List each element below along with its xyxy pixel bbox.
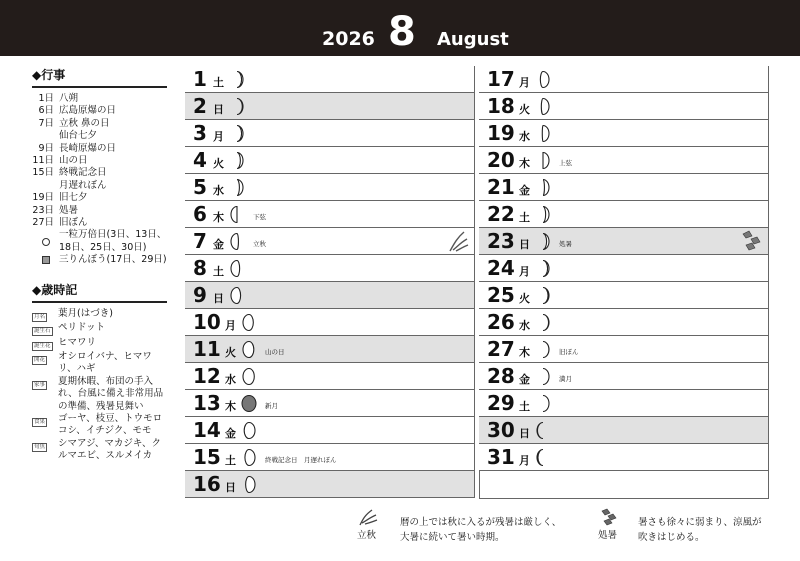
day-row (185, 282, 475, 309)
moon-phase-icon (241, 448, 257, 467)
weekday-label: 木 (213, 211, 224, 224)
day-note: 下弦 (253, 213, 266, 221)
risshu-desc-1: 暦の上では秋に入るが残暑は厳しく、 (400, 517, 562, 528)
kigo-title: ◆歳時記 (32, 281, 167, 303)
moon-phase-icon (229, 124, 245, 143)
day-row (479, 309, 769, 336)
day-row (185, 120, 475, 147)
event-text: 長崎原爆の日 (59, 142, 117, 154)
moon-phase-icon (229, 97, 245, 116)
moon-phase-icon (535, 286, 551, 305)
risshu-desc-2: 大暑に続いて暑い時期。 (400, 532, 505, 543)
events-list (32, 93, 167, 267)
day-number: 7 (193, 229, 207, 253)
weekday-label: 水 (213, 184, 224, 197)
day-number: 24 (487, 256, 515, 280)
weekday-label: 金 (225, 427, 236, 440)
weekday-label: 木 (225, 400, 236, 413)
day-row (185, 147, 475, 174)
day-number: 5 (193, 175, 207, 199)
moon-phase-icon (241, 394, 257, 413)
day-number: 4 (193, 148, 207, 172)
event-date: 6日 (38, 105, 54, 117)
day-column-right (479, 66, 769, 499)
kigo-tag (32, 351, 54, 376)
day-row (185, 309, 475, 336)
month-number: 8 (388, 9, 416, 55)
events-title: ◆行事 (32, 66, 167, 88)
day-row (185, 336, 475, 363)
kigo-row (32, 351, 167, 376)
day-note: 処暑 (559, 240, 572, 248)
kigo-text: ヒマワリ (58, 336, 97, 348)
day-number: 28 (487, 364, 515, 388)
day-number: 1 (193, 67, 207, 91)
day-number: 31 (487, 445, 515, 469)
event-row (32, 105, 167, 117)
event-text: 旧七夕 (59, 192, 88, 204)
day-number: 18 (487, 94, 515, 118)
event-row (32, 155, 167, 167)
kigo-row (32, 438, 167, 463)
moon-phase-icon (241, 367, 257, 386)
moon-phase-icon (229, 205, 245, 224)
sidebar (32, 66, 167, 463)
kigo-row (32, 308, 167, 322)
weekday-label: 月 (519, 265, 530, 278)
day-number: 21 (487, 175, 515, 199)
moon-phase-icon (229, 232, 245, 251)
day-number: 10 (193, 310, 221, 334)
moon-phase-icon (535, 124, 551, 143)
day-row (185, 174, 475, 201)
risshu-icon (446, 229, 470, 253)
day-note: 満月 (559, 375, 572, 383)
kigo-text: 夏期休暇、布団の手入れ、台風に備え非常用品の準備、残暑見舞い (58, 375, 164, 412)
square-mark-icon (32, 254, 59, 266)
event-date: 19日 (32, 192, 54, 204)
weekday-label: 金 (519, 184, 530, 197)
event-text: 八朔 (59, 93, 79, 104)
weekday-label: 金 (213, 238, 224, 251)
day-row (185, 255, 475, 282)
moon-phase-icon (229, 286, 245, 305)
event-date: 23日 (32, 204, 54, 216)
moon-phase-icon (535, 340, 551, 359)
event-date: 15日 (32, 167, 54, 179)
day-row (479, 255, 769, 282)
day-number: 22 (487, 202, 515, 226)
weekday-label: 土 (519, 400, 530, 413)
year-label: 2026 (322, 28, 375, 50)
event-row (32, 192, 167, 204)
day-row (185, 363, 475, 390)
moon-phase-icon (535, 97, 551, 116)
day-number: 26 (487, 310, 515, 334)
legend-row (32, 229, 167, 254)
kigo-text: シマアジ、マカジキ、クルマエビ、スルメイカ (58, 437, 161, 462)
day-row (479, 417, 769, 444)
kigo-tag (32, 438, 54, 463)
legend-symbol (42, 256, 50, 264)
shosho-desc-1: 暑さも徐々に弱まり、涼風が (638, 517, 762, 528)
day-row (479, 201, 769, 228)
legend-text: 三りんぼう(17日、29日) (59, 254, 167, 266)
moon-phase-icon (229, 178, 245, 197)
day-number: 19 (487, 121, 515, 145)
legend-symbol (42, 238, 50, 246)
kigo-text: オシロイバナ、ヒマワリ、ハギ (58, 350, 152, 375)
weekday-label: 水 (225, 373, 236, 386)
kigo-row (32, 376, 167, 413)
weekday-label: 土 (213, 265, 224, 278)
event-text: 終戦記念日 (59, 167, 107, 179)
moon-phase-icon (535, 178, 551, 197)
event-date (32, 180, 59, 192)
event-date: 11日 (32, 155, 54, 167)
weekday-label: 月 (519, 76, 530, 89)
moon-phase-icon (535, 205, 551, 224)
weekday-label: 水 (519, 319, 530, 332)
day-row (185, 417, 475, 444)
event-row (32, 167, 167, 179)
day-row (479, 147, 769, 174)
kigo-list (32, 308, 167, 463)
kigo-row (32, 322, 167, 336)
events-section (32, 66, 167, 267)
moon-phase-icon (535, 70, 551, 89)
kigo-text: ゴーヤ、枝豆、トウモロコシ、イチジク、モモ (58, 412, 163, 437)
event-date: 9日 (38, 142, 54, 154)
day-row (185, 390, 475, 417)
shosho-icon (598, 507, 620, 527)
event-date: 1日 (38, 93, 54, 104)
weekday-label: 水 (519, 130, 530, 143)
moon-phase-icon (535, 421, 551, 440)
event-text: 立秋 鼻の日 (59, 117, 110, 129)
day-number: 17 (487, 67, 515, 91)
day-number: 29 (487, 391, 515, 415)
moon-phase-icon (241, 421, 257, 440)
weekday-label: 火 (519, 103, 530, 116)
day-note: 山の日 (265, 348, 285, 356)
event-row (32, 180, 167, 192)
moon-phase-icon (241, 340, 257, 359)
day-note: 立秋 (253, 240, 266, 248)
moon-phase-icon (535, 367, 551, 386)
weekday-label: 土 (225, 454, 236, 467)
kigo-tag-label: 開花 (34, 356, 46, 363)
kigo-tag (32, 376, 54, 413)
weekday-label: 火 (225, 346, 236, 359)
event-row (32, 217, 167, 229)
weekday-label: 火 (519, 292, 530, 305)
event-row (32, 118, 167, 130)
day-number: 30 (487, 418, 515, 442)
kigo-tag-label: 月名 (34, 313, 46, 320)
moon-phase-icon (229, 259, 245, 278)
shosho-icon (740, 229, 764, 253)
weekday-label: 日 (519, 238, 530, 251)
kigo-tag-label: 家事 (34, 381, 46, 388)
day-number: 16 (193, 472, 221, 496)
month-name: August (437, 29, 509, 50)
weekday-label: 日 (213, 292, 224, 305)
day-row (185, 228, 475, 255)
kigo-tag (32, 413, 54, 438)
day-number: 23 (487, 229, 515, 253)
weekday-label: 月 (225, 319, 236, 332)
day-row (479, 282, 769, 309)
moon-phase-icon (535, 151, 551, 170)
day-row (479, 120, 769, 147)
event-row (32, 143, 167, 155)
day-number: 11 (193, 337, 221, 361)
day-row (479, 66, 769, 93)
day-note: 旧ぼん (559, 348, 579, 356)
day-number: 15 (193, 445, 221, 469)
day-number: 2 (193, 94, 207, 118)
moon-phase-icon (535, 259, 551, 278)
kigo-tag-label: 食果 (34, 418, 46, 425)
day-number: 25 (487, 283, 515, 307)
moon-phase-icon (229, 70, 245, 89)
kigo-row (32, 413, 167, 438)
day-number: 12 (193, 364, 221, 388)
day-row (479, 93, 769, 120)
day-row (479, 363, 769, 390)
weekday-label: 土 (213, 76, 224, 89)
event-text: 山の日 (59, 155, 88, 167)
day-note: 上弦 (559, 159, 572, 167)
weekday-label: 月 (213, 130, 224, 143)
kigo-tag-label: 誕生花 (34, 342, 51, 349)
day-row (185, 66, 475, 93)
weekday-label: 日 (225, 481, 236, 494)
event-text: 処暑 (59, 204, 79, 216)
kigo-tag-label: 旬魚 (34, 443, 46, 450)
event-row (32, 130, 167, 142)
kigo-tag (32, 322, 54, 336)
day-number: 13 (193, 391, 221, 415)
weekday-label: 金 (519, 373, 530, 386)
event-date: 7日 (38, 117, 54, 129)
day-note: 終戦記念日 月遅れぼん (265, 456, 337, 464)
moon-phase-icon (241, 475, 257, 494)
event-text: 広島原爆の日 (59, 105, 117, 117)
circle-mark-icon (32, 229, 59, 254)
day-row (479, 174, 769, 201)
risshu-icon (357, 508, 379, 526)
day-row (479, 390, 769, 417)
kigo-section (32, 281, 167, 463)
kigo-tag (32, 308, 54, 322)
kigo-tag-label: 誕生石 (34, 328, 51, 335)
day-row (185, 201, 475, 228)
day-number: 27 (487, 337, 515, 361)
weekday-label: 木 (519, 346, 530, 359)
event-date (32, 130, 59, 142)
kigo-tag (32, 337, 54, 351)
event-date: 27日 (32, 217, 54, 229)
kigo-row (32, 337, 167, 351)
moon-phase-icon (535, 313, 551, 332)
shosho-name: 処暑 (598, 530, 618, 541)
event-text: 月遅れぼん (59, 179, 107, 191)
day-number: 9 (193, 283, 207, 307)
legend-text: 一粒万倍日(3日、13日、18日、25日、30日) (59, 229, 167, 253)
moon-phase-icon (535, 232, 551, 251)
day-number: 20 (487, 148, 515, 172)
kigo-text: ペリドット (58, 322, 106, 334)
event-text: 仙台七夕 (59, 130, 98, 142)
event-text: 旧ぼん (59, 217, 88, 229)
weekday-label: 土 (519, 211, 530, 224)
day-row (185, 471, 475, 498)
weekday-label: 月 (519, 454, 530, 467)
weekday-label: 木 (519, 157, 530, 170)
day-row (479, 336, 769, 363)
risshu-name: 立秋 (357, 530, 377, 541)
moon-phase-icon (535, 448, 551, 467)
day-row (479, 228, 769, 255)
day-number: 14 (193, 418, 221, 442)
moon-phase-icon (241, 313, 257, 332)
legend-row (32, 254, 167, 266)
day-note: 新月 (265, 402, 278, 410)
day-row (185, 444, 475, 471)
day-column-left (185, 66, 475, 498)
kigo-text: 葉月(はづき) (58, 307, 113, 319)
event-row (32, 205, 167, 217)
day-row (479, 444, 769, 471)
moon-phase-icon (229, 151, 245, 170)
weekday-label: 火 (213, 157, 224, 170)
moon-phase-icon (535, 394, 551, 413)
shosho-desc-2: 吹きはじめる。 (638, 532, 705, 543)
day-number: 3 (193, 121, 207, 145)
empty-cell (479, 471, 769, 499)
day-row (185, 93, 475, 120)
calendar-header (0, 0, 800, 56)
event-row (32, 93, 167, 105)
day-number: 8 (193, 256, 207, 280)
weekday-label: 日 (213, 103, 224, 116)
day-number: 6 (193, 202, 207, 226)
weekday-label: 日 (519, 427, 530, 440)
